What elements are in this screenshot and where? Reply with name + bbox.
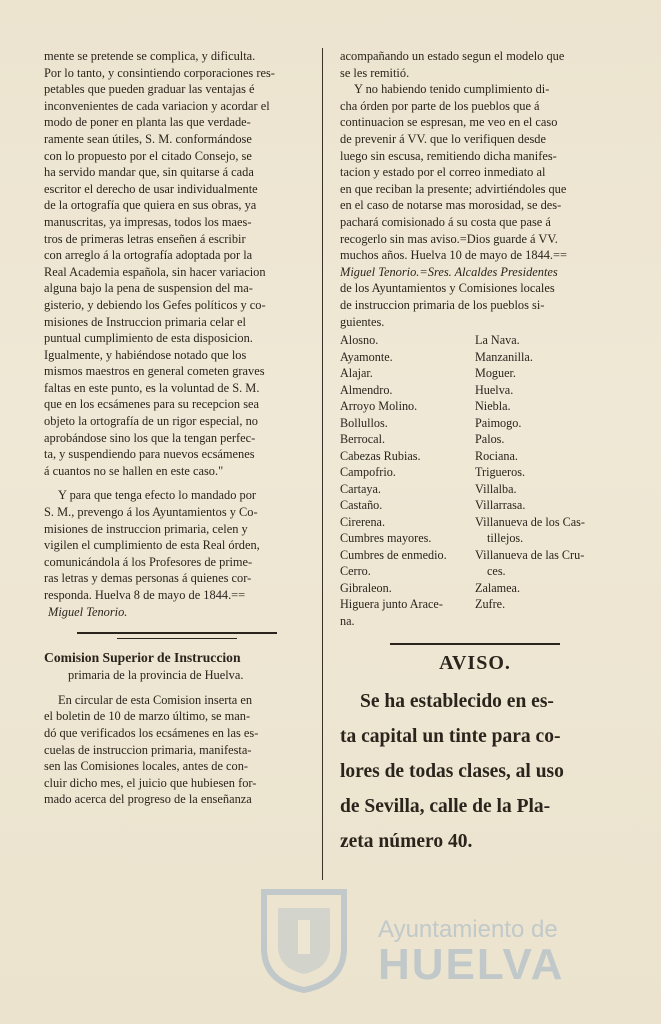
town-name: Cirerena. bbox=[340, 514, 386, 529]
town-name: Niebla. bbox=[475, 399, 511, 414]
text-line: muchos años. Huelva 10 de mayo de 1844.== bbox=[340, 248, 567, 263]
text-line: á cuantos no se hallen en este caso." bbox=[44, 463, 224, 478]
text-line: escritor el derecho de usar individualmente bbox=[44, 181, 258, 196]
aviso-title: AVISO. bbox=[439, 652, 511, 675]
text-line: se les remitió. bbox=[340, 65, 410, 80]
town-name: Paimogo. bbox=[475, 415, 522, 430]
town-name: Campofrio. bbox=[340, 465, 396, 480]
section-title: Comision Superior de Instruccion bbox=[44, 650, 241, 666]
town-name: Alosno. bbox=[340, 333, 379, 348]
town-name: Castaño. bbox=[340, 498, 383, 513]
text-line: Y no habiendo tenido cumplimiento di- bbox=[354, 82, 550, 97]
text-line: mente se pretende se complica, y dificulta. bbox=[44, 49, 256, 63]
signature-line: Miguel Tenorio.=Sres. Alcaldes Presidentes bbox=[340, 264, 558, 279]
text-line: zeta número 40. bbox=[340, 830, 473, 852]
town-name: tillejos. bbox=[487, 531, 524, 546]
town-name: Cartaya. bbox=[340, 481, 381, 496]
town-name bbox=[475, 613, 610, 630]
text-line: el boletin de 10 de marzo último, se man- bbox=[44, 709, 251, 724]
text-line: ramente sean útiles, S. M. conformándose bbox=[44, 131, 252, 146]
town-name: Cumbres de enmedio. bbox=[340, 547, 447, 562]
circular-paragraph bbox=[44, 692, 310, 808]
text-line: sen las Comisiones locales, antes de con- bbox=[44, 759, 249, 774]
section-subtitle: primaria de la provincia de Huelva. bbox=[68, 668, 244, 683]
town-name: Cerro. bbox=[340, 564, 371, 579]
text-line: misiones de Instruccion primaria celar el bbox=[44, 314, 246, 329]
town-name: Manzanilla. bbox=[475, 349, 533, 364]
town-name: Cumbres mayores. bbox=[340, 531, 432, 546]
text-line: cuelas de instruccion primaria, manifesta- bbox=[44, 742, 252, 757]
text-line: guientes. bbox=[340, 314, 385, 329]
town-name: Villanueva de los Cas- bbox=[475, 514, 585, 529]
text-line: continuacion se espresan, me veo en el caso bbox=[340, 115, 558, 130]
text-line: inconvenientes de cada variacion y acordar el bbox=[44, 98, 270, 113]
address-lines bbox=[340, 280, 610, 330]
watermark-line2: HUELVA bbox=[378, 940, 565, 989]
text-line: S. M., prevengo á los Ayuntamientos y Co- bbox=[44, 505, 258, 520]
text-line: cluir dicho mes, el juicio que hubiesen for- bbox=[44, 775, 257, 790]
town-name: Bollullos. bbox=[340, 415, 388, 430]
text-line: ha servido mandar que, sin quitarse á cada bbox=[44, 165, 254, 180]
text-line: comunicándola á los Profesores de prime- bbox=[44, 554, 253, 569]
town-name: ces. bbox=[487, 564, 506, 579]
text-line: recogerlo sin mas aviso.=Dios guarde á VV. bbox=[340, 231, 558, 246]
town-name: Almendro. bbox=[340, 382, 393, 397]
text-line: de Sevilla, calle de la Pla- bbox=[340, 795, 551, 817]
text-line: tros de primeras letras enseñen á escribir bbox=[44, 231, 246, 246]
text-line: puntual cumplimiento de esta disposicion. bbox=[44, 331, 253, 346]
town-name: Arroyo Molino. bbox=[340, 399, 418, 414]
right-column bbox=[340, 48, 610, 859]
town-name: Ayamonte. bbox=[340, 349, 393, 364]
town-name: Higuera junto Arace- bbox=[340, 597, 443, 612]
text-line: en el caso de notarse mas morosidad, se des- bbox=[340, 198, 562, 213]
text-line: de instruccion primaria de los pueblos si- bbox=[340, 297, 545, 312]
order-paragraph bbox=[44, 487, 310, 603]
town-name: Rociana. bbox=[475, 448, 518, 463]
text-line: de prevenir á VV. que lo verifiquen desde bbox=[340, 131, 546, 146]
text-line: que en los ecsámenes para su recepcion sea bbox=[44, 397, 260, 412]
text-line: cha órden por parte de los pueblos que á bbox=[340, 98, 540, 113]
text-line: objeto la ortografía de un rigor especial, no bbox=[44, 414, 259, 429]
text-line: misiones de instruccion primaria, celen y bbox=[44, 521, 248, 536]
town-name: Zufre. bbox=[475, 597, 506, 612]
town-name: Trigueros. bbox=[475, 465, 525, 480]
text-line: alguna bajo la pena de suspension del ma- bbox=[44, 281, 253, 296]
text-line: acompañando un estado segun el modelo que bbox=[340, 49, 565, 63]
text-line: vigilen el cumplimiento de esta Real órden, bbox=[44, 538, 260, 553]
text-line: responda. Huelva 8 de mayo de 1844.== bbox=[44, 588, 246, 602]
town-name: Gibraleon. bbox=[340, 580, 392, 595]
text-line: gisterio, y debiendo los Gefes políticos y co- bbox=[44, 297, 266, 312]
aviso-rule bbox=[390, 643, 560, 645]
text-line: tacion y estado por el correo inmediato al bbox=[340, 165, 546, 180]
text-line: aprobándose sino los que la tengan perfec- bbox=[44, 430, 256, 445]
decree-paragraph bbox=[44, 48, 310, 479]
text-line: en que reciban la presente; advirtiéndoles que bbox=[340, 181, 567, 196]
town-name: Villalba. bbox=[475, 481, 517, 496]
text-line: lores de todas clases, al uso bbox=[340, 760, 564, 782]
archive-watermark bbox=[250, 876, 630, 1006]
text-line: dó que verificados los ecsámenes en las es- bbox=[44, 725, 259, 740]
left-column bbox=[44, 48, 310, 808]
town-name: La Nava. bbox=[475, 333, 520, 348]
text-line: de los Ayuntamientos y Comisiones locales bbox=[340, 281, 555, 296]
text-line: petables que pueden graduar las ventajas é bbox=[44, 82, 255, 97]
text-line: Real Academia española, sin hacer variacion bbox=[44, 264, 266, 279]
town-name: Palos. bbox=[475, 432, 505, 447]
town-name: Huelva. bbox=[475, 382, 514, 397]
text-line: mismos maestros en general cometen graves bbox=[44, 364, 265, 379]
town-name: na. bbox=[340, 613, 355, 628]
text-line: de la ortografía que quiera en sus obras, ya bbox=[44, 198, 257, 213]
town-name: Alajar. bbox=[340, 366, 373, 381]
town-name: Villarrasa. bbox=[475, 498, 526, 513]
aviso-body bbox=[340, 684, 610, 859]
text-line: ras letras y demas personas á quienes cor- bbox=[44, 571, 252, 586]
section-rule bbox=[77, 632, 277, 634]
town-name: Moguer. bbox=[475, 366, 516, 381]
signature: Miguel Tenorio. bbox=[48, 604, 128, 619]
text-line: Se ha establecido en es- bbox=[360, 690, 554, 712]
text-line: con arreglo á la ortografía adoptada por la bbox=[44, 248, 253, 263]
text-line: Por lo tanto, y consintiendo corporaciones res- bbox=[44, 65, 275, 80]
column-divider bbox=[322, 48, 323, 880]
town-name: Cabezas Rubias. bbox=[340, 448, 421, 463]
text-line: faltas en este punto, es la voluntad de S. M. bbox=[44, 380, 260, 395]
text-line: En circular de esta Comision inserta en bbox=[58, 692, 253, 707]
shield-icon bbox=[258, 886, 350, 994]
text-line: modo de poner en planta las que verdade- bbox=[44, 115, 251, 130]
continuation-paragraph bbox=[340, 48, 610, 81]
towns-list bbox=[340, 332, 610, 629]
text-line: con lo propuesto por el citado Consejo, se bbox=[44, 148, 252, 163]
town-name: Berrocal. bbox=[340, 432, 386, 447]
section-rule-thin bbox=[117, 638, 237, 639]
text-line: mado acerca del progreso de la enseñanza bbox=[44, 792, 252, 807]
text-line: pachará comisionado á su costa que pase á bbox=[340, 214, 551, 229]
notice-paragraph bbox=[340, 81, 610, 264]
town-name: Villanueva de las Cru- bbox=[475, 547, 585, 562]
text-line: Igualmente, y habiéndose notado que los bbox=[44, 347, 247, 362]
text-line: manuscritas, ya impresas, todos los maes- bbox=[44, 214, 252, 229]
text-line: ta capital un tinte para co- bbox=[340, 725, 561, 747]
text-line: luego sin escusa, remitiendo dicha manifes- bbox=[340, 148, 557, 163]
text-line: ta, y suspendiendo para nuevos ecsámenes bbox=[44, 447, 255, 462]
watermark-line1: Ayuntamiento de bbox=[378, 916, 558, 943]
town-name: Zalamea. bbox=[475, 580, 520, 595]
text-line: Y para que tenga efecto lo mandado por bbox=[58, 488, 257, 503]
